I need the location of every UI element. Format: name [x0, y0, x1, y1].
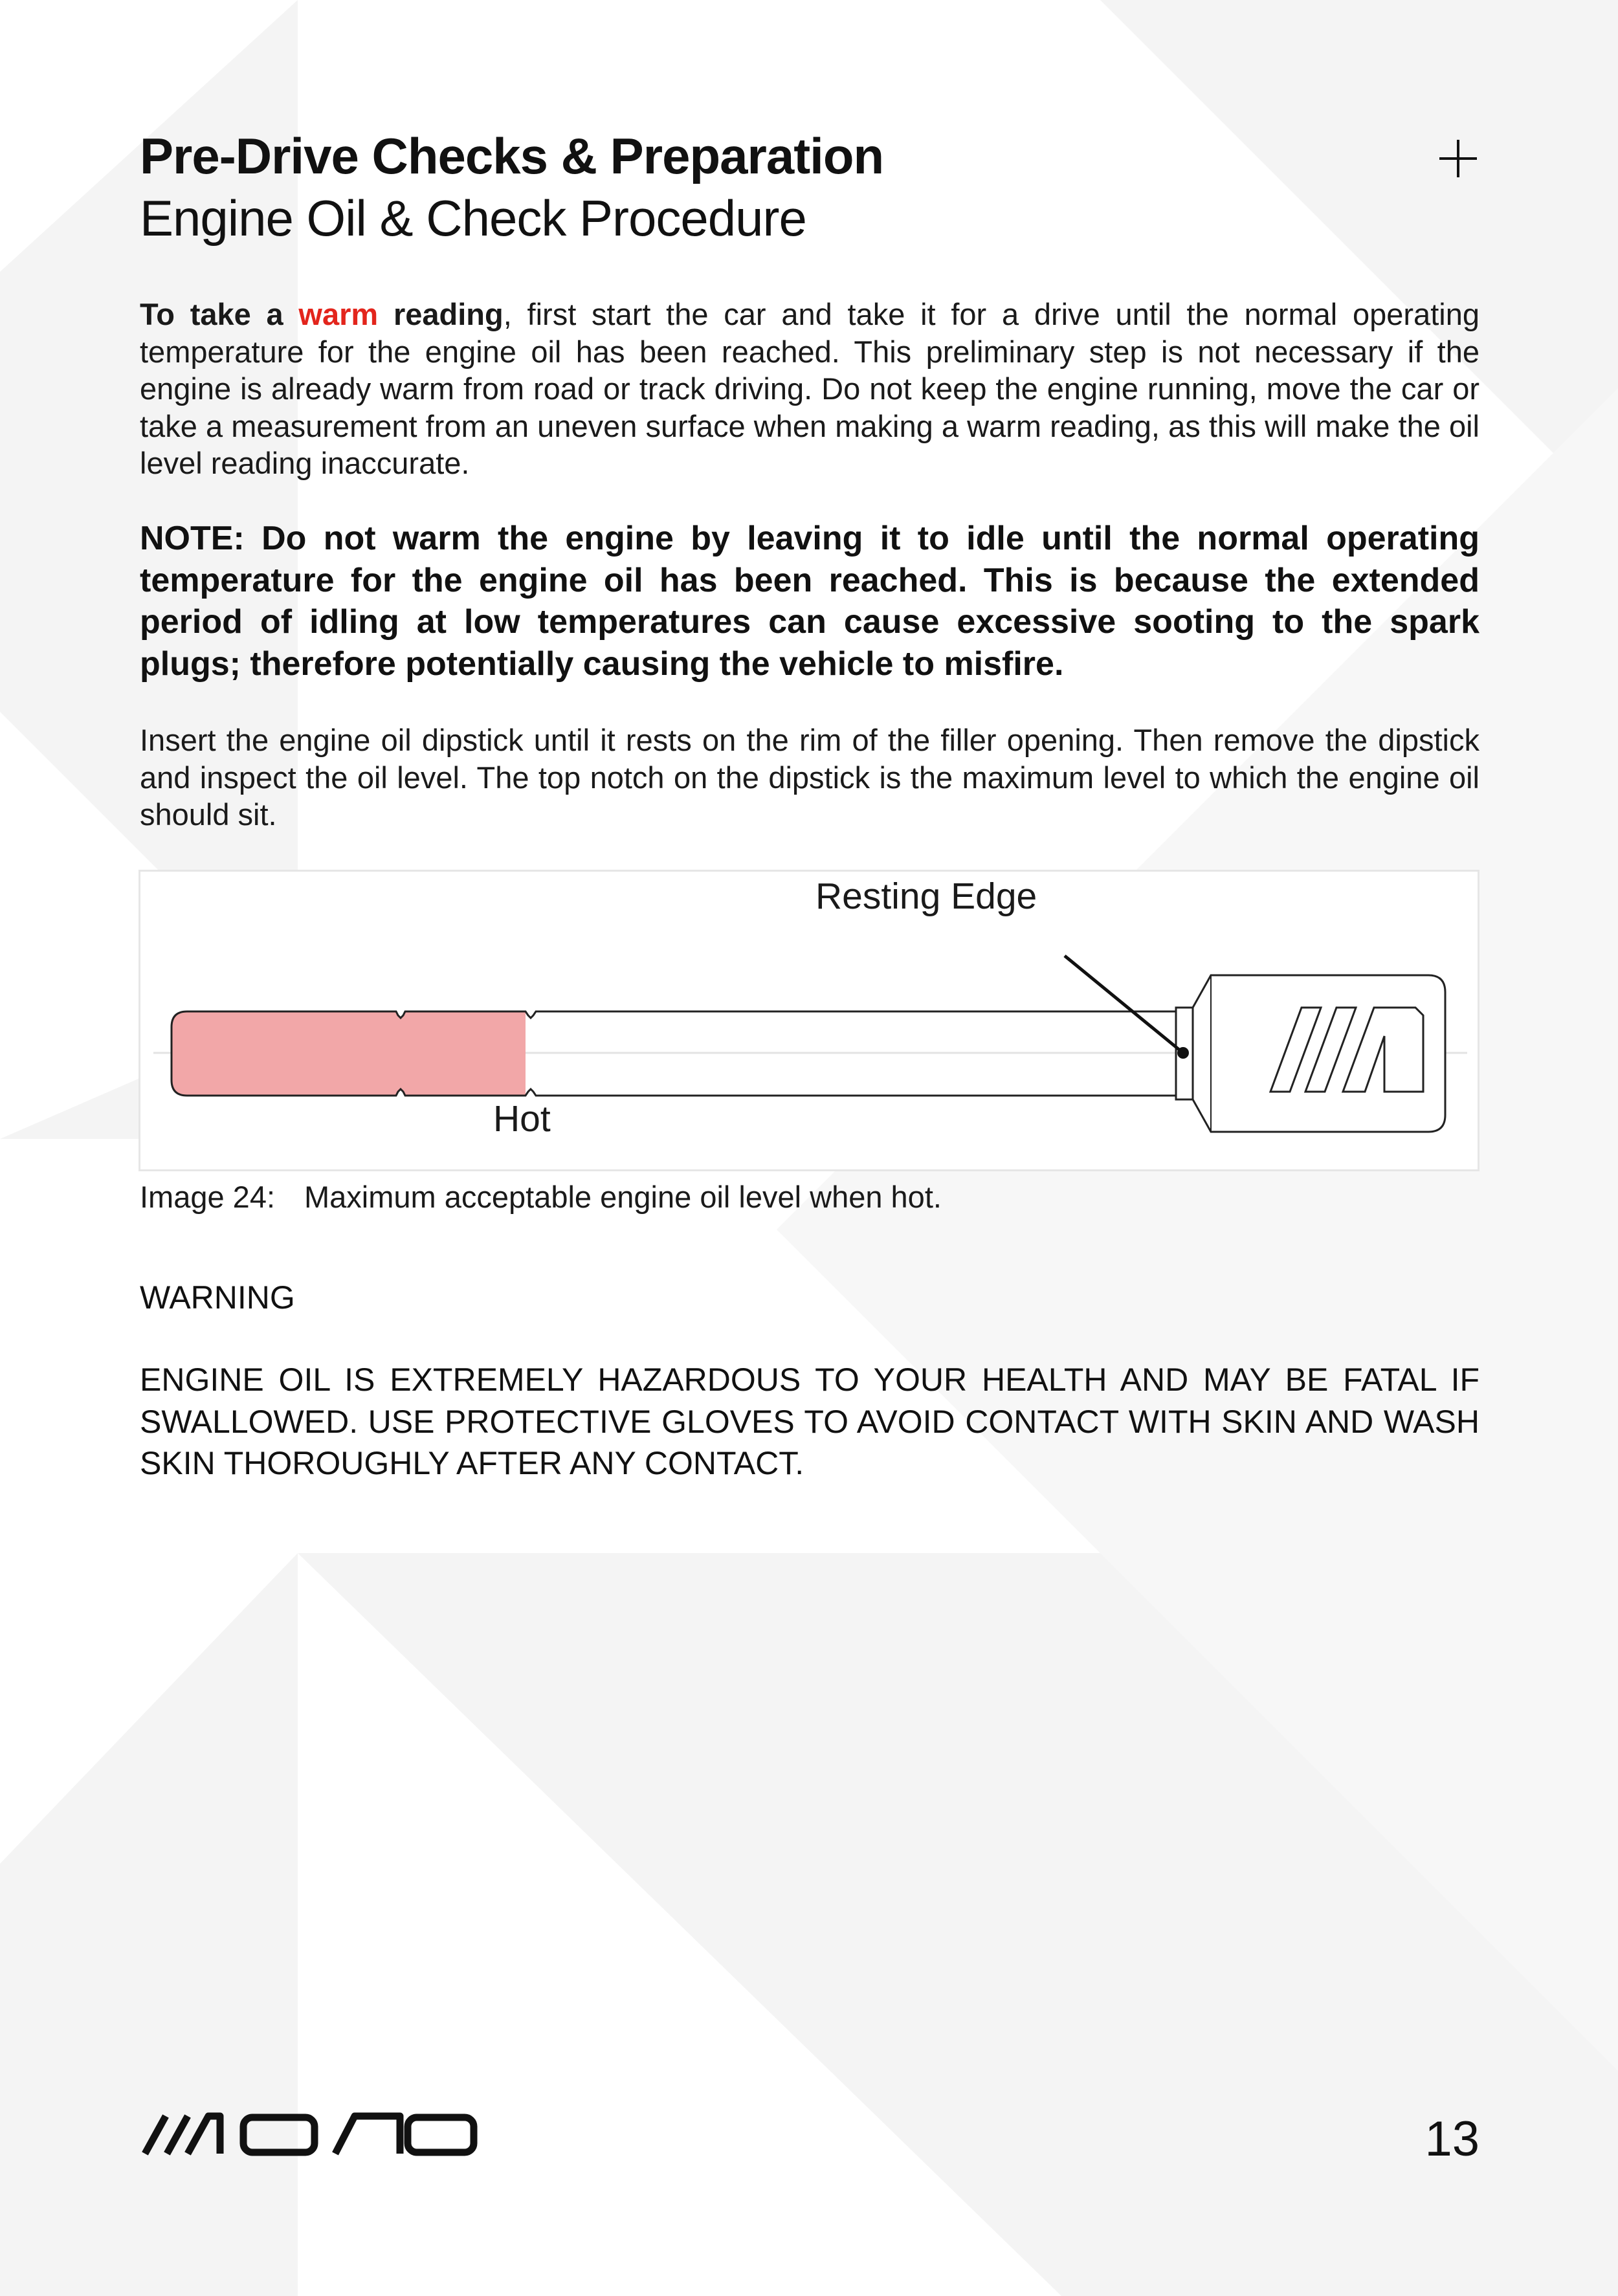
oil-level-fill — [172, 1011, 526, 1096]
hot-label: Hot — [493, 1098, 551, 1140]
plus-icon[interactable] — [1438, 138, 1478, 179]
intro-lead: To take a — [140, 297, 299, 331]
warm-highlight: warm — [298, 297, 379, 331]
warning-text: ENGINE OIL IS EXTREMELY HAZARDOUS TO YOUR HEALTH AND MAY BE FATAL IF SWALLOWED. USE PROTECTIVE GLOVES TO AVOID CONTACT WITH SKIN AND WASH SKIN THOROUGHLY AFTER ANY CONTACT. — [140, 1362, 1479, 1481]
dipstick-diagram — [140, 872, 1478, 1169]
intro-lead-end: reading — [378, 297, 504, 331]
dipstick-figure — [139, 870, 1479, 1171]
warning-heading: WARNING — [140, 1279, 295, 1316]
page-title: Pre-Drive Checks & Preparation — [140, 127, 884, 184]
figure-caption — [140, 1179, 942, 1215]
instructions-paragraph: Insert the engine oil dipstick until it rests on the rim of the filler opening. Then remove the dipstick and inspect the oil level. The top notch on the dipstick is the maximum level to which the engine oil should sit. — [140, 723, 1479, 832]
resting-edge-label: Resting Edge — [815, 876, 1037, 917]
intro-paragraph — [140, 296, 1479, 482]
brand-name: MONO — [141, 2112, 144, 2113]
page-subtitle: Engine Oil & Check Procedure — [140, 190, 806, 247]
resting-edge-marker — [1177, 1047, 1189, 1059]
caption-number: Image 24: — [140, 1180, 276, 1214]
page-number: 13 — [1424, 2112, 1479, 2167]
note-paragraph: NOTE: Do not warm the engine by leaving it to idle until the normal operating temperature for the engine oil has been reached. This is because the extended period of idling at low temperatures can cause excessive sooting to the spark plugs; therefore potentially causing the vehicle to misfire. — [140, 520, 1479, 683]
intro-text: , first start the car and take it for a drive until the normal operating temperature for the engine oil has been reached. This preliminary step is not necessary if the engine is already warm from road or track driving. Do not keep the engine running, move the car or take a measurement from an uneven surface when making a warm reading, as this will make the oil level reading inaccurate. — [140, 297, 1479, 480]
mono-logo — [141, 2112, 478, 2158]
caption-text: Maximum acceptable engine oil level when hot. — [304, 1180, 942, 1214]
